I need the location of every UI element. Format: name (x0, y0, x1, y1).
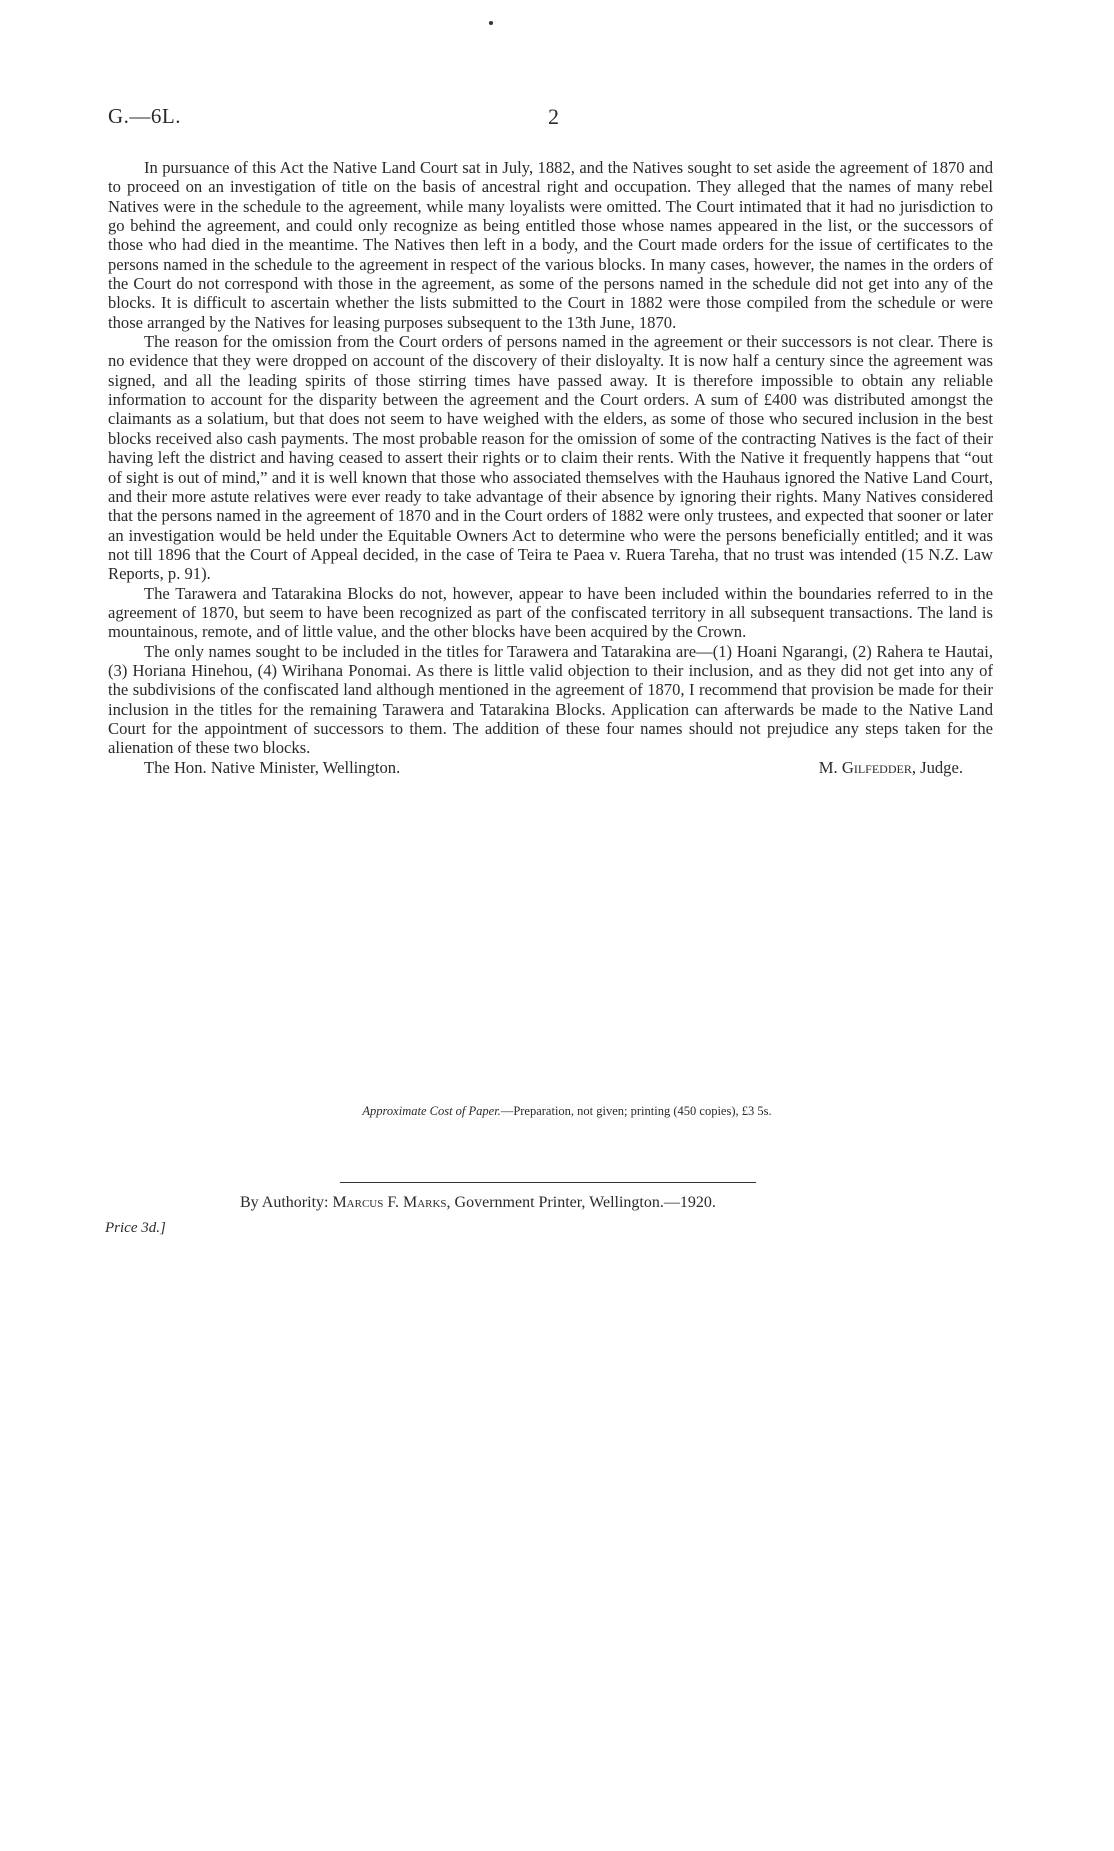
page-number: 2 (548, 104, 559, 129)
paragraph-1: In pursuance of this Act the Native Land Court sat in July, 1882, and the Natives sought to set aside the agreement of 1870 and to proceed on an investigation of title on the basis of ancestral right and occupation. They alleged that the names of many rebel Natives were in the schedule to the agreement, while many loyalists were omitted. The Court intimated that it had no jurisdiction to go behind the agreement, and could only recognize as being entitled those whose names appeared in the list, or the successors of those who had died in the meantime. The Natives then left in a body, and the Court made orders for the issue of certificates to the persons named in the schedule to the agreement in respect of the various blocks. In many cases, however, the names in the orders of the Court do not correspond with those in the agreement, as some of the persons named in the schedule did not get into any of the blocks. It is difficult to ascertain whether the lists submitted to the Court in 1882 were those compiled from the schedule or were those arranged by the Natives for leasing purposes subsequent to the 13th June, 1870. (108, 158, 993, 332)
signature-name: Gilfedder (841, 757, 912, 777)
cost-label: Approximate Cost of Paper. (362, 1104, 501, 1118)
closing-line (108, 758, 993, 777)
price: Price 3d.] (105, 1220, 166, 1236)
printer-name: Marcus F. Marks (332, 1194, 447, 1211)
paragraph-4: The only names sought to be included in the titles for Tarawera and Tatarakina are—(1) Hoani Ngarangi, (2) Rahera te Hautai, (3) Horiana Hinehou, (4) Wirihana Ponomai. As there is little valid objection to their inclusion, and as they did not get into any of the subdivisions of the confiscated land although mentioned in the agreement of 1870, I recommend that provision be made for their inclusion in the titles for the remaining Tarawera and Tatarakina Blocks. Application can afterwards be made to the Native Land Court for the appointment of successors to them. The addition of these four names should not prejudice any steps taken for the alienation of these two blocks. (108, 641, 993, 758)
paragraph-3: The Tarawera and Tatarakina Blocks do not, however, appear to have been included within the boundaries referred to in the agreement of 1870, but seem to have been recognized as part of the confiscated territory in all subsequent transactions. The land is mountainous, remote, and of little value, and the other blocks have been acquired by the Crown. (108, 583, 993, 642)
document-reference: G.—6L. (108, 104, 181, 128)
cost-details: —Preparation, not given; printing (450 copies), £3 5s. (500, 1104, 772, 1118)
imprint-prefix: By Authority: (240, 1194, 333, 1211)
printer-imprint (240, 1194, 716, 1212)
addressee: The Hon. Native Minister, Wellington. (144, 757, 401, 777)
imprint-suffix: , Government Printer, Wellington.—1920. (446, 1194, 716, 1211)
signature-initial: M. (818, 757, 842, 777)
divider-rule (340, 1182, 756, 1183)
signature-title: , Judge. (911, 757, 963, 777)
body-text (108, 158, 993, 777)
cost-of-paper (0, 1104, 1114, 1119)
paragraph-2: The reason for the omission from the Court orders of persons named in the agreement or their successors is not clear. There is no evidence that they were dropped on account of the discovery of their disloyalty. It is now half a century since the agreement was signed, and all the leading spirits of those stirring times have passed away. It is therefore impossible to obtain any reliable information to account for the disparity between the agreement and the Court orders. A sum of £400 was distributed amongst the claimants as a solatium, but that does not seem to have weighed with the elders, as some of those who secured inclusion in the best blocks received also cash payments. The most probable reason for the omission of some of the contracting Natives is the fact of their having left the district and having ceased to assert their rights or to claim their rents. With the Native it frequently happens that “out of sight is out of mind,” and it is well known that those who associated themselves with the Hauhaus ignored the Native Land Court, and their more astute relatives were ever ready to take advantage of their absence by ignoring their rights. Many Natives considered that the persons named in the agreement of 1870 and in the Court orders of 1882 were only trustees, and expected that sooner or later an investigation would be held under the Equitable Owners Act to determine who were the persons beneficially entitled; and it was not till 1896 that the Court of Appeal decided, in the case of Teira te Paea v. Ruera Tareha, that no trust was intended (15 N.Z. Law Reports, p. 91). (108, 332, 993, 584)
signature (819, 758, 963, 777)
print-speck (489, 21, 493, 25)
